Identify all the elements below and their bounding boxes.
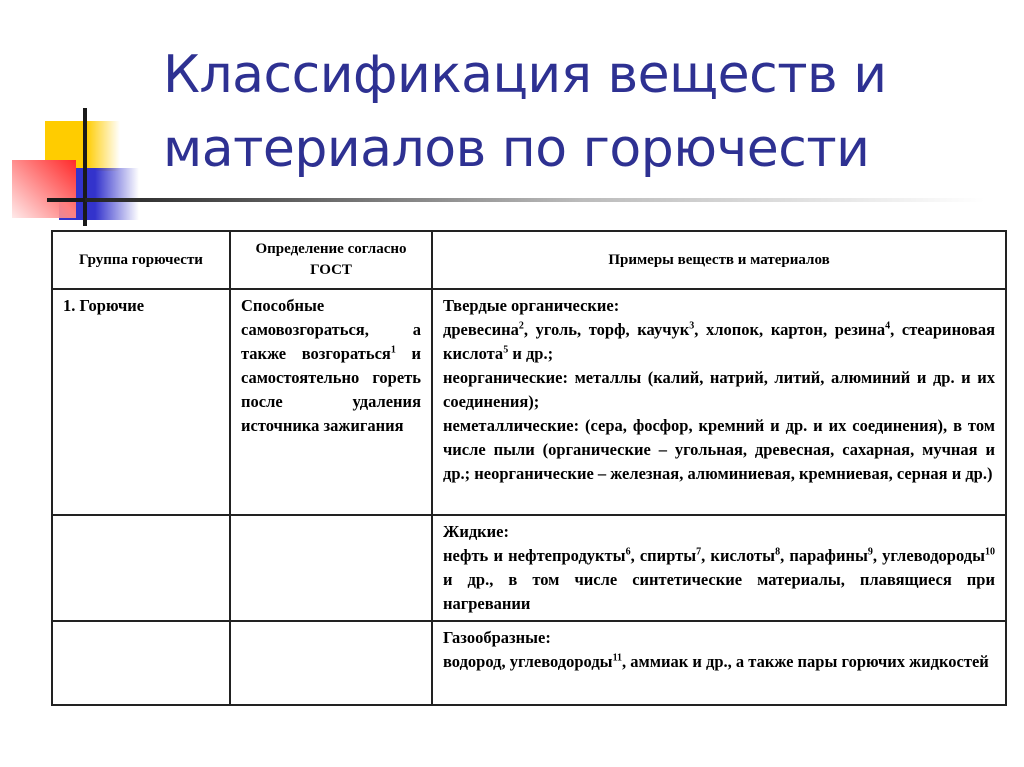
cell-group: 1. Горючие [52,289,230,515]
example-text: и др.; [508,344,554,363]
example-text: , спирты [630,546,697,565]
example-text: , парафины [780,546,868,565]
definition-text: и самостоятельно гореть после удаления источника зажигания [241,344,421,435]
table-row [52,515,1006,621]
footnote-ref: 8 [775,546,781,558]
title-underline [85,198,985,202]
header-group: Группа горючести [52,231,230,289]
footnote-ref: 9 [867,546,873,558]
decor-vertical-line [83,108,87,226]
footnote-ref: 5 [503,344,509,356]
table-row [52,289,1006,515]
footnote-ref: 7 [696,546,702,558]
table-header-row [52,231,1006,289]
liquid-examples [443,544,995,616]
example-text: , углеводороды [872,546,985,565]
footnote-ref: 10 [985,546,995,558]
example-text: , уголь, торф, каучук [523,320,690,339]
slide-title [163,38,983,186]
cell-group [52,621,230,705]
example-text: , стеариновая кислота [443,320,996,363]
example-text: древесина [443,320,519,339]
decor-red-square [12,160,76,218]
nonmetal-examples: неметаллические: (сера, фосфор, кремний и др. и их соединения), в том числе пыли (органические – угольная, древесная, сахарная, мучная и др.; неорганические – железная, алюминиевая, кремниевая, серная и др.) [443,416,995,483]
inorganic-examples: неорганические: металлы (калий, натрий, литий, алюминий и др. и их соединения); [443,368,995,411]
footnote-ref: 2 [518,320,524,332]
example-text: водород, углеводороды [443,652,613,671]
category-heading: Твердые органические: [443,296,620,315]
footnote-ref: 11 [612,652,623,664]
decor-horizontal-line [47,198,87,202]
header-examples: Примеры веществ и материалов [432,231,1006,289]
footnote-ref: 3 [689,320,695,332]
cell-examples [432,289,1006,515]
cell-definition [230,621,432,705]
category-heading: Жидкие: [443,522,509,541]
table-row [52,621,1006,705]
header-definition: Определение согласно ГОСТ [230,231,432,289]
example-text: нефть и нефтепродукты [443,546,626,565]
slide-title-line-1: Классификация веществ и [163,45,887,105]
example-text: , кислоты [701,546,776,565]
footnote-ref: 6 [625,546,631,558]
cell-definition [230,515,432,621]
gas-examples [443,650,995,674]
classification-table [51,230,1007,706]
category-heading: Газообразные: [443,628,551,647]
example-text: , хлопок, картон, резина [694,320,886,339]
footnote-ref: 4 [885,320,891,332]
definition-text: Способные самовозгораться, а также возгораться [241,296,421,363]
cell-examples [432,515,1006,621]
footnote-ref: 1 [390,344,396,356]
organic-examples [443,318,995,366]
cell-definition [230,289,432,515]
example-text: , аммиак и др., а также пары горючих жидкостей [622,652,989,671]
example-text: и др., в том числе синтетические материалы, плавящиеся при нагревании [443,570,995,613]
cell-group [52,515,230,621]
cell-examples [432,621,1006,705]
slide-title-line-2: материалов по горючести [163,119,870,179]
